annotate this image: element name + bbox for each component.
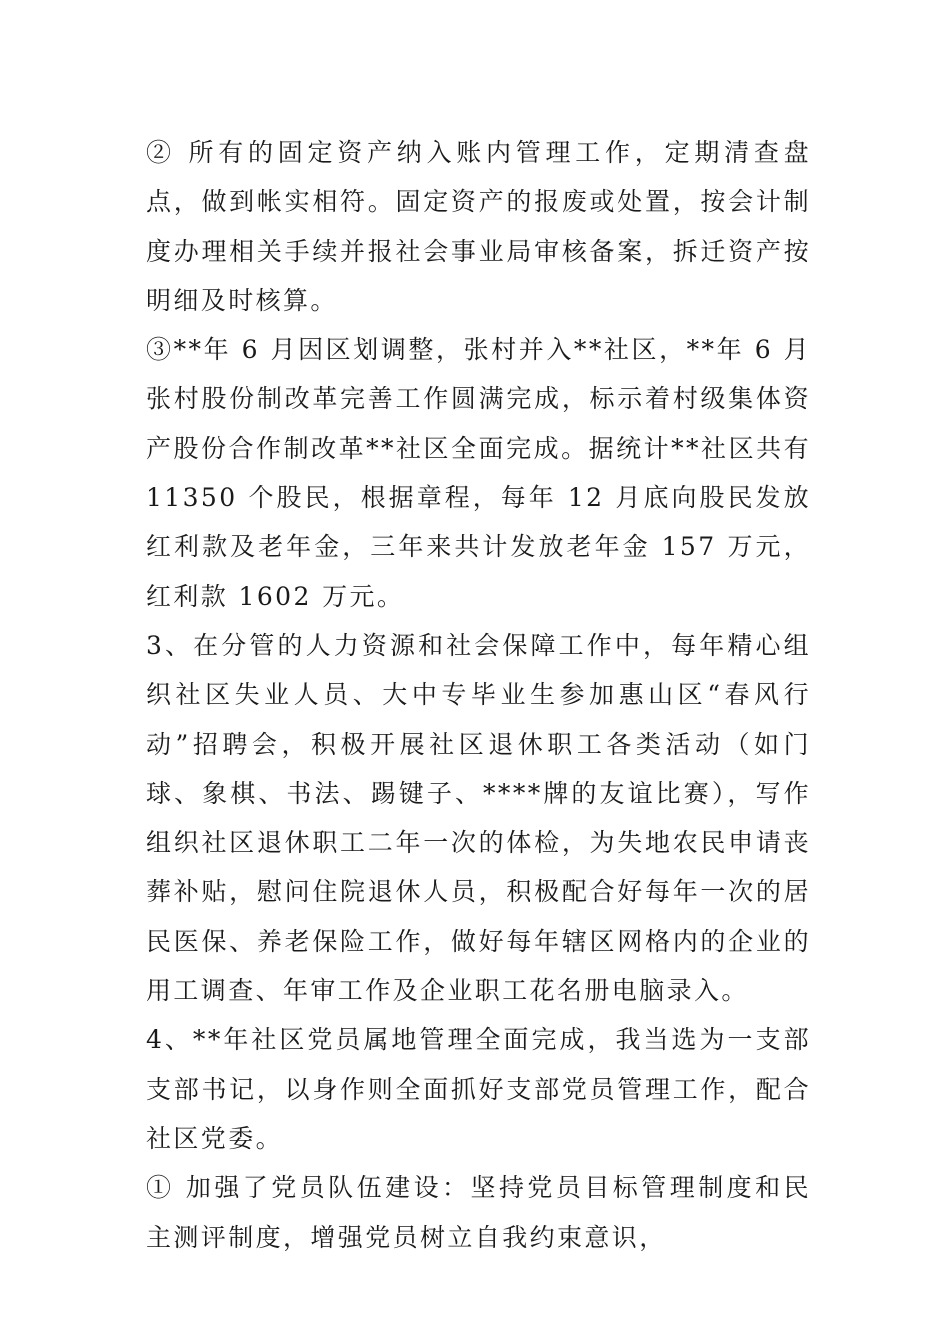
paragraph-fixed-assets: ② 所有的固定资产纳入账内管理工作，定期清查盘点，做到帐实相符。固定资产的报废或处置，按会计制度办理相关手续并报社会事业局审核备案，拆迁资产按明细及时核算。 [146,138,811,315]
paragraph-human-resources: 3、在分管的人力资源和社会保障工作中，每年精心组织社区失业人员、大中专毕业生参加惠山区“春风行动”招聘会，积极开展社区退休职工各类活动（如门球、象棋、书法、踢键子、****牌的友谊比赛），写作组织社区退休职工二年一次的体检，为失地农民申请丧葬补贴，慰问住院退休人员，积极配合好每年一次的居民医保、养老保险工作，做好每年辖区网格内的企业的用工调查、年审工作及企业职工花名册电脑录入。 [146,630,811,1006]
paragraph-party-management: 4、**年社区党员属地管理全面完成，我当选为一支部支部书记，以身作则全面抓好支部党员管理工作，配合社区党委。 [146,1025,811,1153]
paragraph-shareholding-reform: ③**年 6 月因区划调整，张村并入**社区，**年 6 月张村股份制改革完善工作圆满完成，标示着村级集体资产股份合作制改革**社区全面完成。据统计**社区共有 11350 个股民，根据章程，每年 12 月底向股民发放红利款及老年金，三年来共计发放老年金 157 万元，红利款 1602 万元。 [146,335,811,611]
paragraph-party-team-building: ① 加强了党员队伍建设：坚持党员目标管理制度和民主测评制度，增强党员树立自我约束意识， [146,1173,811,1252]
document-body [146,128,811,1262]
